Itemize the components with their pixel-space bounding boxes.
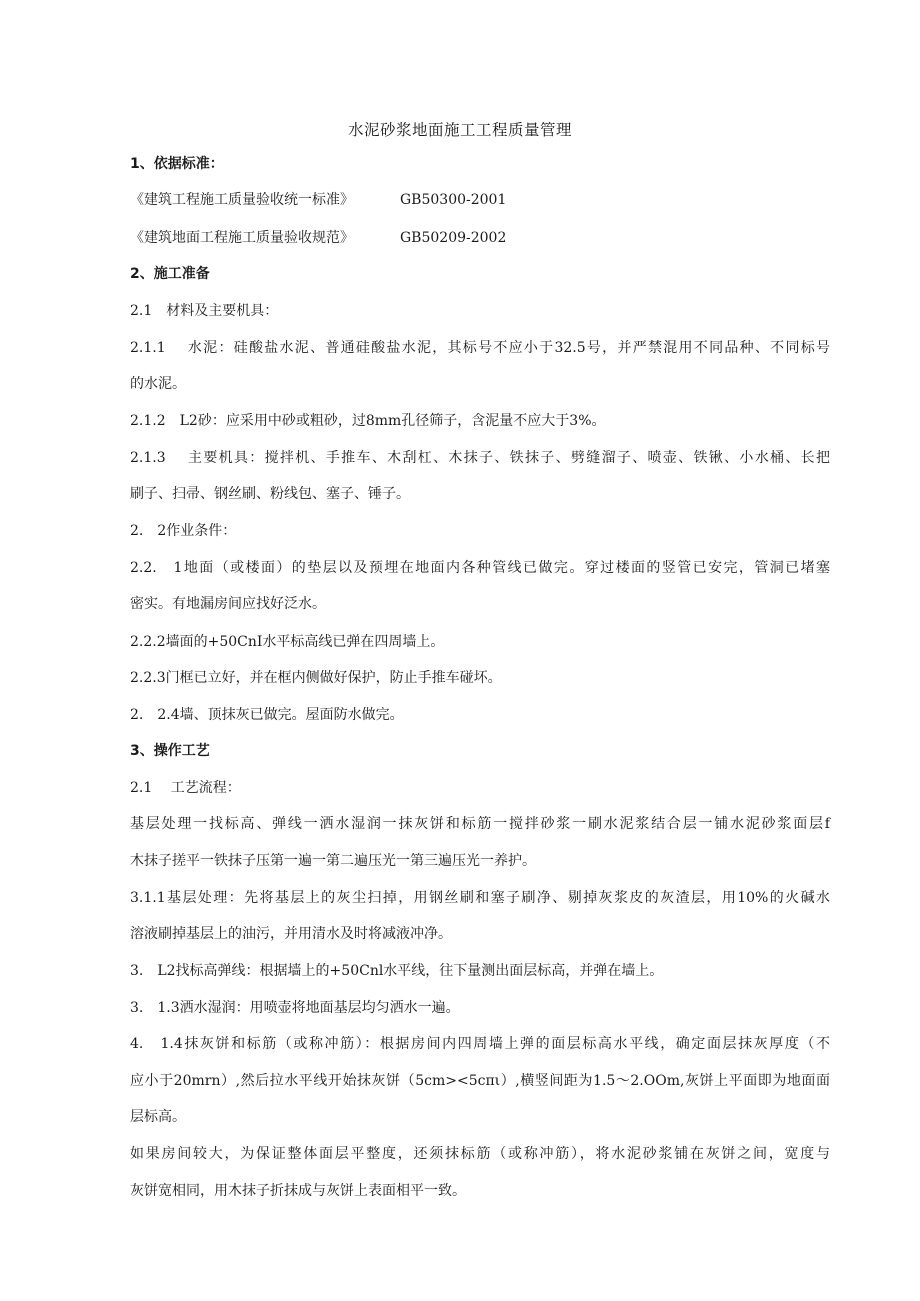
reference-standard-1 xyxy=(130,190,830,210)
reference-standard-2 xyxy=(130,228,830,248)
paragraph-3-1-1-line-2: 溶液刷掉基层上的油污，并用清水及时将减液冲净。 xyxy=(130,926,452,942)
paragraph-3-1-4-line-1: 4. 1.4抹灰饼和标筋（或称冲筋）：根据房间内四周墙上弹的面层标高水平线，确定面层抹灰厚度（不 xyxy=(130,1036,830,1052)
reference-2-name: 《建筑地面工程施工质量验收规范》 xyxy=(130,230,354,246)
paragraph-2-1-3-line-1: 2.1.3 主要机具：搅拌机、手推车、木刮杠、木抹子、铁抹子、劈缝溜子、喷壶、铁锹、小水桶、长把 xyxy=(130,450,830,466)
document-title: 水泥砂浆地面施工工程质量管理 xyxy=(347,121,572,139)
reference-2-code: GB50209-2002 xyxy=(400,230,507,246)
paragraph-2-2-3: 2.2.3门框已立好，并在框内侧做好保护，防止手推车碰坏。 xyxy=(130,670,502,686)
paragraph-final-line-1: 如果房间较大，为保证整体面层平整度，还须抹标筋（或称冲筋），将水泥砂浆铺在灰饼之间，宽度与 xyxy=(130,1146,830,1162)
paragraph-final-line-2: 灰饼宽相同，用木抹子折抹成与灰饼上表面相平一致。 xyxy=(130,1183,466,1199)
section-2-heading: 2、施工准备 xyxy=(130,266,210,282)
section-1-heading: 1、依据标准： xyxy=(130,156,224,172)
section-3-heading: 3、操作工艺 xyxy=(130,743,210,759)
paragraph-2-1: 2.1 材料及主要机具： xyxy=(130,303,279,319)
paragraph-2-1-2: 2.1.2 L2砂：应采用中砂或粗砂，过8mm孔径筛子，含泥量不应大于3%。 xyxy=(130,413,606,429)
paragraph-2-2: 2. 2作业条件： xyxy=(130,523,237,539)
paragraph-3-1-3: 3. 1.3洒水湿润：用喷壶将地面基层均匀洒水一遍。 xyxy=(130,1000,460,1016)
paragraph-3-1-4-line-3: 层标高。 xyxy=(130,1109,186,1125)
paragraph-2-1-3-line-2: 刷子、扫帚、钢丝刷、粉线包、塞子、锤子。 xyxy=(130,486,410,502)
paragraph-2-1-1-line-1: 2.1.1 水泥：硅酸盐水泥、普通硅酸盐水泥，其标号不应小于32.5号，并严禁混用不同品种、不同标号 xyxy=(130,340,830,356)
reference-1-name: 《建筑工程施工质量验收统一标准》 xyxy=(130,192,354,208)
paragraph-3-2-1: 2.1 工艺流程： xyxy=(130,780,241,796)
process-flow-line-2: 木抹子搓平一铁抹子压第一遍一第二遍压光一第三遍压光一养护。 xyxy=(130,853,536,869)
paragraph-2-2-1-line-2: 密实。有地漏房间应找好泛水。 xyxy=(130,596,326,612)
paragraph-2-2-4: 2. 2.4墙、顶抹灰已做完。屋面防水做完。 xyxy=(130,707,404,723)
paragraph-2-2-2: 2.2.2墙面的+50CnI水平标高线已弹在四周墙上。 xyxy=(130,634,445,650)
reference-1-code: GB50300-2001 xyxy=(400,192,507,208)
paragraph-3-1-1-line-1: 3.1.1基层处理：先将基层上的灰尘扫掉，用钢丝刷和塞子刷净、剔掉灰浆皮的灰渣层，用10%的火碱水 xyxy=(130,890,830,906)
paragraph-3-1-4-line-2: 应小于20mrn）,然后拉水平线开始抹灰饼（5cm><5cπι）,横竖间距为1.5～2.OOm,灰饼上平面即为地面面 xyxy=(130,1073,830,1089)
paragraph-3-1-2: 3. L2找标高弹线：根据墙上的+50Cnl水平线，往下量测出面层标高，并弹在墙上。 xyxy=(130,963,664,979)
paragraph-2-2-1-line-1: 2.2. 1地面（或楼面）的垫层以及预埋在地面内各种管线已做完。穿过楼面的竖管已安完，管洞已堵塞 xyxy=(130,560,830,576)
paragraph-2-1-1-line-2: 的水泥。 xyxy=(130,376,186,392)
process-flow-line-1: 基层处理一找标高、弹线一洒水湿润一抹灰饼和标筋一搅拌砂浆一刷水泥浆结合层一铺水泥砂浆面层f xyxy=(130,816,830,832)
